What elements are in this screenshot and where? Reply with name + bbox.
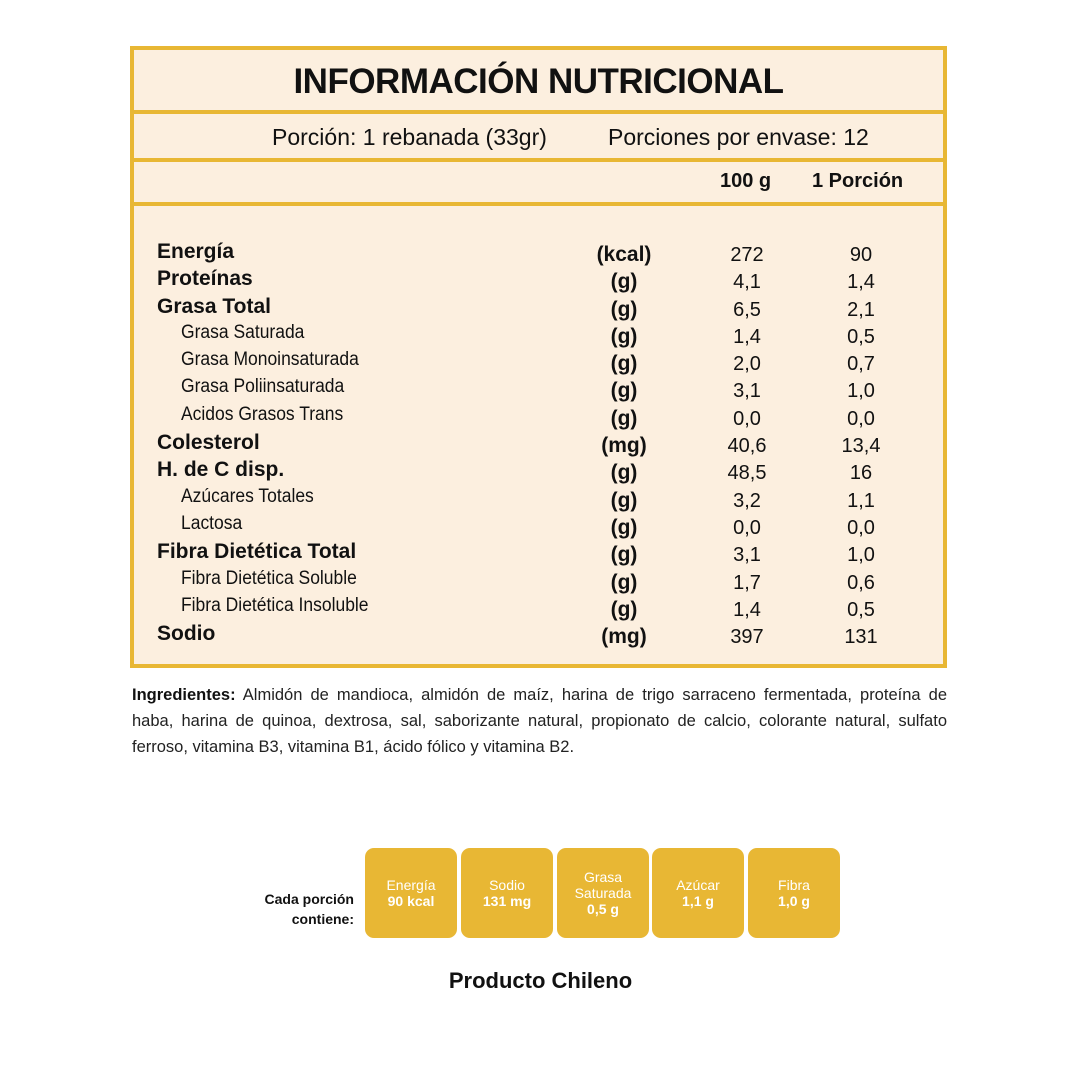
nutrient-unit: (g) bbox=[610, 379, 638, 403]
nutrient-row bbox=[134, 349, 943, 376]
nutrient-unit: (g) bbox=[610, 406, 638, 430]
nutrient-name: Acidos Grasos Trans bbox=[181, 403, 344, 425]
value-100g: 4,1 bbox=[733, 271, 761, 294]
summary-tile-value: 90 kcal bbox=[387, 893, 435, 909]
value-portion: 131 bbox=[844, 626, 878, 649]
summary-label-line2: contiene: bbox=[291, 911, 354, 927]
nutrient-name: Azúcares Totales bbox=[181, 485, 314, 507]
serving-size: Porción: 1 rebanada (33gr) bbox=[272, 124, 547, 150]
nutrient-unit: (g) bbox=[610, 543, 638, 567]
nutrient-row bbox=[134, 458, 943, 485]
value-100g: 3,1 bbox=[733, 544, 761, 567]
nutrient-name: Grasa Total bbox=[157, 294, 271, 318]
summary-tile bbox=[557, 848, 649, 938]
summary-tile-name: Grasa Saturada bbox=[574, 869, 632, 901]
column-header-band bbox=[134, 162, 943, 206]
value-100g: 1,4 bbox=[733, 325, 761, 348]
nutrient-row bbox=[134, 240, 943, 267]
nutrient-unit: (g) bbox=[610, 461, 638, 485]
title-band bbox=[134, 50, 943, 114]
nutrient-row bbox=[134, 295, 943, 322]
nutrient-name: Sodio bbox=[157, 622, 216, 646]
nutrient-name: H. de C disp. bbox=[157, 458, 285, 482]
column-header-100g: 100 g bbox=[720, 170, 772, 192]
nutrient-name: Energía bbox=[157, 240, 235, 263]
value-portion: 0,6 bbox=[847, 571, 875, 594]
nutrient-name: Lactosa bbox=[181, 512, 243, 534]
nutrient-rows bbox=[134, 240, 943, 649]
summary-tile-value: 1,1 g bbox=[682, 893, 714, 909]
nutrient-unit: (kcal) bbox=[596, 243, 652, 266]
nutrient-name: Proteínas bbox=[157, 267, 253, 291]
nutrient-unit: (g) bbox=[610, 324, 638, 348]
value-100g: 1,4 bbox=[733, 598, 761, 621]
summary-tile bbox=[652, 848, 744, 938]
value-portion: 0,0 bbox=[847, 407, 875, 430]
value-100g: 6,5 bbox=[733, 298, 761, 321]
nutrient-name: Fibra Dietética Insoluble bbox=[181, 594, 369, 616]
summary-tile-name: Energía bbox=[386, 877, 436, 893]
nutrient-name: Fibra Dietética Soluble bbox=[181, 567, 357, 589]
servings-per-package: Porciones por envase: 12 bbox=[608, 124, 869, 150]
value-portion: 1,1 bbox=[847, 489, 875, 512]
column-header-portion: 1 Porción bbox=[812, 170, 904, 192]
nutrient-unit: (g) bbox=[610, 297, 638, 321]
value-portion: 13,4 bbox=[841, 435, 881, 458]
value-100g: 272 bbox=[730, 244, 764, 266]
nutrient-unit: (mg) bbox=[601, 434, 647, 458]
summary-tile bbox=[748, 848, 840, 938]
summary-tile-value: 131 mg bbox=[482, 893, 532, 909]
nutrient-unit: (mg) bbox=[601, 625, 647, 649]
summary-tile bbox=[365, 848, 457, 938]
value-100g: 1,7 bbox=[733, 571, 761, 594]
nutrient-unit: (g) bbox=[610, 570, 638, 594]
nutrient-row bbox=[134, 431, 943, 458]
value-100g: 397 bbox=[730, 626, 764, 649]
value-100g: 2,0 bbox=[733, 353, 761, 376]
nutrient-row bbox=[134, 486, 943, 513]
summary-tile bbox=[461, 848, 553, 938]
value-100g: 0,0 bbox=[733, 407, 761, 430]
value-portion: 0,5 bbox=[847, 598, 875, 621]
nutrient-row bbox=[134, 376, 943, 403]
nutrient-name: Colesterol bbox=[157, 431, 260, 455]
nutrient-row bbox=[134, 404, 943, 431]
ingredients-text bbox=[132, 682, 947, 760]
summary-tile-name: Azúcar bbox=[676, 877, 720, 893]
nutrient-row bbox=[134, 622, 943, 649]
value-100g: 3,1 bbox=[733, 380, 761, 403]
summary-tile-name: Fibra bbox=[778, 877, 810, 893]
nutrient-name: Grasa Monoinsaturada bbox=[181, 349, 359, 371]
nutrient-unit: (g) bbox=[610, 515, 638, 539]
nutrient-name: Grasa Poliinsaturada bbox=[181, 376, 345, 398]
summary-label bbox=[232, 889, 354, 929]
portion-band bbox=[134, 114, 943, 162]
nutrient-row bbox=[134, 568, 943, 595]
product-origin: Producto Chileno bbox=[448, 968, 633, 993]
value-portion: 1,0 bbox=[847, 544, 875, 567]
nutrient-unit: (g) bbox=[610, 488, 638, 512]
nutrient-unit: (g) bbox=[610, 270, 638, 294]
nutrient-row bbox=[134, 267, 943, 294]
nutrition-panel bbox=[130, 46, 947, 668]
value-portion: 0,5 bbox=[847, 325, 875, 348]
nutrient-name: Fibra Dietética Total bbox=[157, 540, 357, 564]
value-portion: 2,1 bbox=[847, 298, 875, 321]
nutrient-row bbox=[134, 322, 943, 349]
summary-tile-name: Sodio bbox=[489, 877, 525, 893]
nutrient-row bbox=[134, 595, 943, 622]
summary-tile-value: 1,0 g bbox=[778, 893, 810, 909]
summary-label-line1: Cada porción bbox=[264, 891, 354, 907]
value-100g: 3,2 bbox=[733, 489, 761, 512]
nutrient-name: Grasa Saturada bbox=[181, 321, 305, 343]
value-portion: 16 bbox=[849, 462, 873, 485]
nutrient-unit: (g) bbox=[610, 597, 638, 621]
summary-tile-value: 0,5 g bbox=[587, 901, 619, 917]
value-portion: 1,4 bbox=[847, 271, 875, 294]
value-portion: 1,0 bbox=[847, 380, 875, 403]
ingredients-list: Almidón de mandioca, almidón de maíz, harina de trigo sarraceno fermentada, proteína de haba, harina de quinoa, dextrosa, sal, saborizante natural, propionato de calcio, colorante natural, sulfato ferroso, vitamina B3, vitamina B1, ácido fólico y vitamina B2. bbox=[132, 686, 947, 756]
value-portion: 0,0 bbox=[847, 516, 875, 539]
nutrient-unit: (g) bbox=[610, 352, 638, 376]
ingredients-label: Ingredientes: bbox=[132, 686, 236, 704]
nutrient-row bbox=[134, 513, 943, 540]
value-100g: 48,5 bbox=[727, 462, 767, 485]
value-100g: 40,6 bbox=[727, 435, 767, 458]
nutrition-title: INFORMACIÓN NUTRICIONAL bbox=[293, 62, 784, 101]
nutrient-row bbox=[134, 540, 943, 567]
value-portion: 90 bbox=[849, 244, 873, 266]
value-portion: 0,7 bbox=[847, 353, 875, 376]
value-100g: 0,0 bbox=[733, 516, 761, 539]
